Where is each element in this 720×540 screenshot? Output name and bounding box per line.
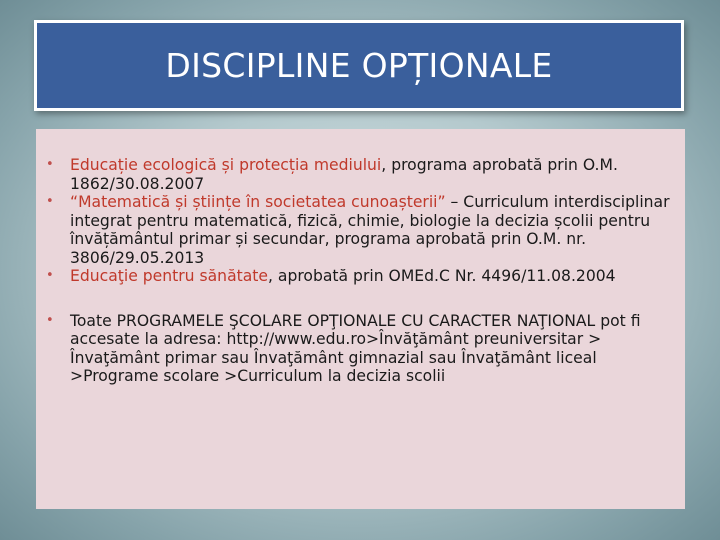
spacer bbox=[42, 286, 679, 312]
slide-title: DISCIPLINE OPȚIONALE bbox=[165, 46, 553, 85]
content-panel bbox=[36, 129, 685, 509]
bullet-icon: • bbox=[46, 312, 54, 328]
subject-name: Educație ecologică și protecția mediului bbox=[70, 156, 382, 174]
subject-details: – Curriculum interdisciplinar integrat pentru matematică, fizică, chimie, biologie la decizia școlii pentru învățământul primar și secundar, programa aprobată prin O.M. nr. 3806/29.05.2013 bbox=[70, 193, 670, 267]
subject-details: , aprobată prin OMEd.C Nr. 4496/11.08.2004 bbox=[268, 267, 616, 285]
subject-name: Educaţie pentru sănătate bbox=[70, 267, 268, 285]
list-item bbox=[42, 312, 679, 386]
optional-subjects-list bbox=[42, 156, 679, 286]
bullet-icon: • bbox=[46, 268, 54, 283]
list-item bbox=[42, 156, 679, 193]
title-banner bbox=[34, 20, 684, 111]
programs-access-note: Toate PROGRAMELE ŞCOLARE OPŢIONALE CU CARACTER NAŢIONAL pot fi accesate la adresa: http://www.edu.ro>Învăţământ preuniversitar > Învaţământ primar sau Învaţământ gimnazial sau Învaţământ liceal >Programe scolare >Curriculum la decizia scolii bbox=[70, 311, 641, 385]
bullet-icon: • bbox=[46, 157, 54, 172]
bullet-icon: • bbox=[46, 194, 54, 209]
note-list bbox=[42, 312, 679, 386]
subject-details: , programa aprobată prin O.M. 1862/30.08.2007 bbox=[70, 156, 618, 193]
list-item bbox=[42, 193, 679, 267]
subject-name: “Matematică și științe în societatea cunoașterii” bbox=[70, 193, 446, 211]
list-item bbox=[42, 267, 679, 286]
